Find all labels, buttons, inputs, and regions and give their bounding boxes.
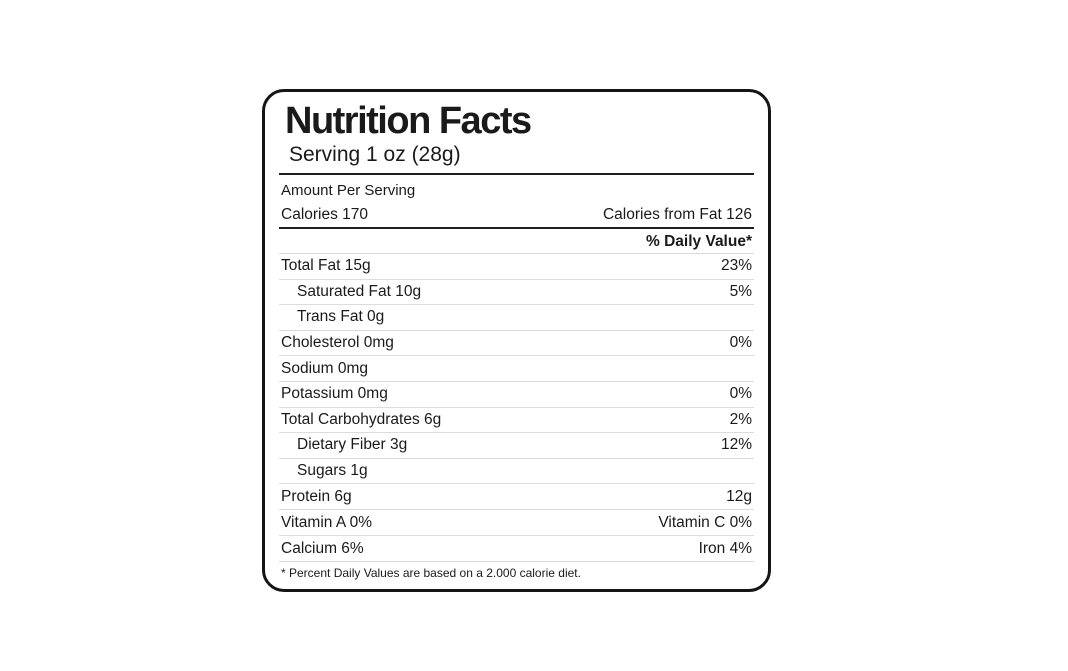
serving-size: Serving 1 oz (28g): [289, 143, 461, 166]
micronutrient-left: Vitamin A 0%: [281, 513, 373, 531]
micronutrient-row-minerals: [279, 536, 754, 562]
calories-value: Calories 170: [281, 206, 369, 223]
nutrient-row-protein: [279, 484, 754, 510]
daily-value-header: % Daily Value*: [646, 233, 752, 250]
nutrient-name: Saturated Fat 10g: [297, 282, 422, 300]
nutrient-row-total-fat: [279, 254, 754, 280]
nutrient-row-sodium: [279, 356, 754, 382]
nutrient-value: 12%: [720, 436, 752, 454]
nutrient-row-sugars: [279, 459, 754, 485]
nutrition-label: [262, 89, 771, 592]
micronutrient-row-vitamins: [279, 510, 754, 536]
footnote: * Percent Daily Values are based on a 2.000 calorie diet.: [281, 566, 581, 581]
nutrient-value: 5%: [729, 282, 752, 300]
nutrient-value: 0%: [729, 385, 752, 403]
nutrient-value: 23%: [720, 257, 752, 275]
calories-row: [279, 205, 754, 224]
micronutrient-right: Vitamin C 0%: [658, 513, 752, 531]
micronutrient-left: Calcium 6%: [281, 539, 364, 557]
nutrient-value: 12g: [726, 487, 752, 505]
micronutrient-right: Iron 4%: [698, 539, 752, 557]
nutrient-row-saturated-fat: [279, 280, 754, 306]
label-title: Nutrition Facts: [285, 100, 531, 142]
nutrient-name: Total Fat 15g: [281, 257, 371, 275]
amount-per-serving-label: Amount Per Serving: [281, 182, 416, 199]
calories-from-fat: Calories from Fat 126: [602, 206, 752, 223]
nutrient-row-total-carbohydrates: [279, 408, 754, 434]
nutrient-name: Trans Fat 0g: [297, 308, 385, 326]
nutrient-name: Sodium 0mg: [281, 359, 369, 377]
nutrient-name: Potassium 0mg: [281, 385, 388, 403]
nutrient-name: Cholesterol 0mg: [281, 334, 394, 352]
nutrient-value: 2%: [729, 410, 752, 428]
nutrient-name: Protein 6g: [281, 487, 352, 505]
nutrient-name: Sugars 1g: [297, 462, 368, 480]
nutrient-name: Dietary Fiber 3g: [297, 436, 408, 454]
nutrient-value: 0%: [729, 334, 752, 352]
nutrient-row-cholesterol: [279, 331, 754, 357]
nutrient-row-trans-fat: [279, 305, 754, 331]
nutrient-row-dietary-fiber: [279, 433, 754, 459]
nutrient-row-potassium: [279, 382, 754, 408]
nutrient-name: Total Carbohydrates 6g: [281, 410, 442, 428]
divider-top: [279, 173, 754, 175]
